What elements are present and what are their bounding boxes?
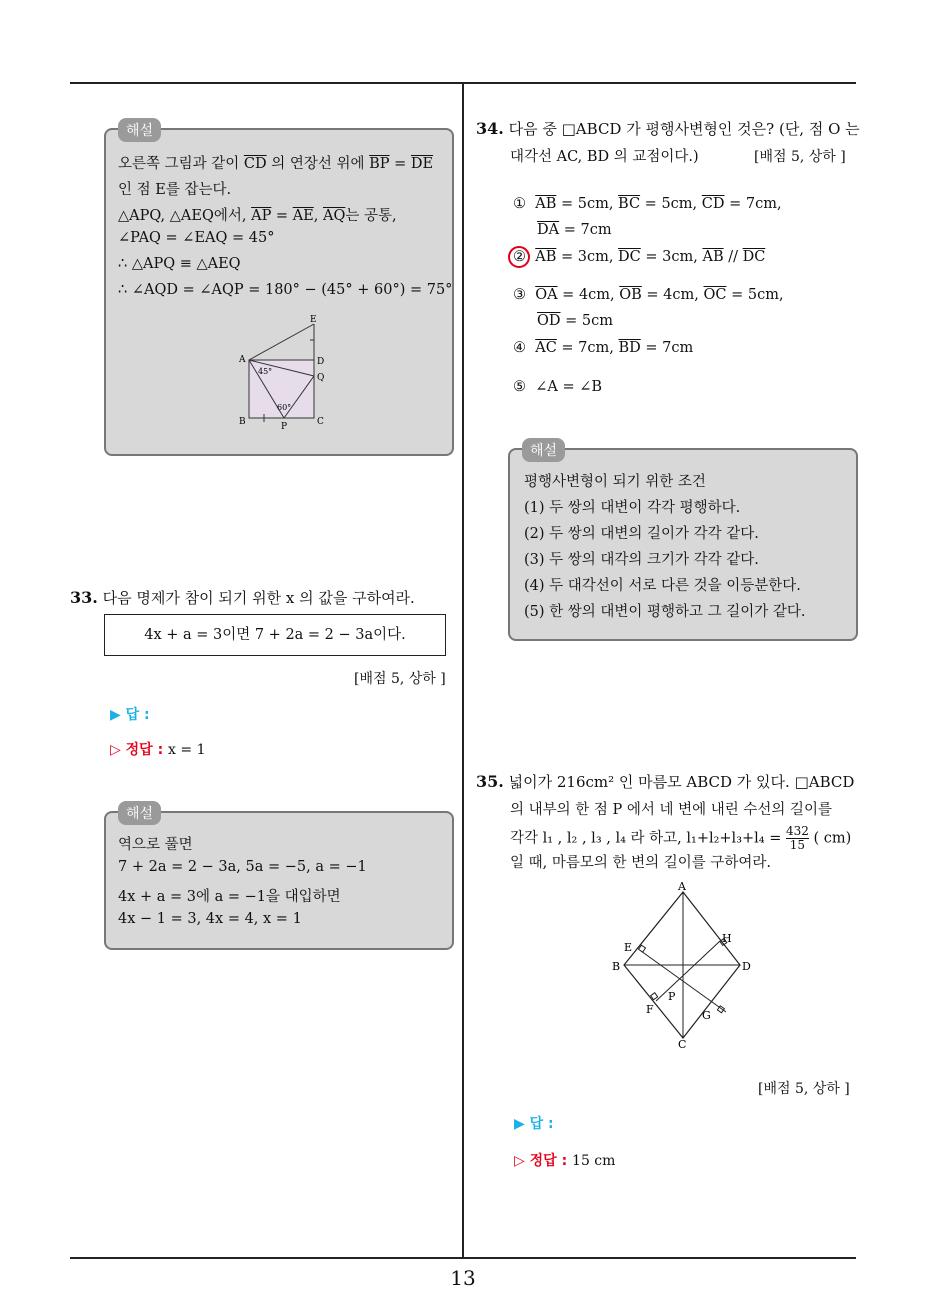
label-D: D (742, 960, 751, 973)
proposition-text: 4x + a = 3이면 7 + 2a = 2 − 3a이다. (144, 627, 406, 643)
explanation-line: (5) 한 쌍의 대변이 평행하고 그 길이가 같다. (524, 604, 806, 620)
explanation-tag: 해설 (118, 801, 161, 825)
question-text-4: 일 때, 마름모의 한 변의 길이를 구하여라. (510, 855, 771, 871)
label-E: E (624, 941, 633, 954)
question-number: 34. (476, 119, 504, 138)
question-text-3: 각각 l₁ , l₂ , l₃ , l₄ 라 하고, l₁+l₂+l₃+l₄ = $\frac{432}{15}$ ( cm) (510, 824, 852, 852)
explanation-line: (1) 두 쌍의 대변이 각각 평행하다. (524, 500, 741, 516)
rhombus-figure (608, 880, 758, 1050)
explanation-box-1 (104, 123, 454, 456)
explanation-line: ∴ △APQ ≡ △AEQ (118, 256, 241, 272)
option-1-cont: $\overline{DA} = 7cm$ (537, 222, 612, 238)
question-text: 다음 명제가 참이 되기 위한 x 의 값을 구하여라. (102, 589, 415, 607)
correct-value: 15 cm (572, 1153, 616, 1169)
question-text: 넓이가 216cm² 인 마름모 ABCD 가 있다. □ABCD (508, 773, 855, 791)
label-F: F (646, 1003, 654, 1016)
angle-45: 45° (258, 367, 273, 376)
question-text: 다음 중 □ABCD 가 평행사변형인 것은? (단, 점 O 는 (508, 120, 860, 138)
label-G: G (702, 1009, 711, 1022)
explanation-line: 4x − 1 = 3, 4x = 4, x = 1 (118, 911, 302, 927)
label-Q: Q (317, 373, 325, 383)
option-3-cont: $\overline{OD} = 5cm$ (537, 313, 613, 329)
label-A: A (239, 355, 246, 365)
label-P: P (281, 422, 288, 432)
question-number: 33. (70, 588, 98, 607)
option-3: ③ $\overline{OA} = 4cm$, $\overline{OB} = 4cm$, $\overline{OC} = 5cm$, (513, 287, 784, 303)
label-A: A (678, 880, 686, 893)
label-C: C (678, 1038, 687, 1050)
label-D: D (317, 357, 325, 367)
points-label: [배점 5, 상하 ] (754, 149, 846, 165)
explanation-line: (4) 두 대각선이 서로 다른 것을 이등분한다. (524, 578, 801, 594)
explanation-line: 4x + a = 3에 a = −1을 대입하면 (118, 889, 341, 905)
explanation-line: (3) 두 쌍의 대각의 크기가 각각 같다. (524, 552, 759, 568)
option-4: ④ $\overline{AC} = 7cm$, $\overline{BD} = 7cm$ (513, 340, 694, 356)
correct-answer (514, 1150, 615, 1170)
correct-label: ▷ 정답 : (514, 1153, 568, 1169)
explanation-box-3 (508, 443, 858, 641)
explanation-line: 오른쪽 그림과 같이 $\overline{CD}$ 의 연장선 위에 $\overline{BP} = \overline{DE}$ (118, 156, 434, 172)
explanation-tag: 해설 (522, 438, 565, 462)
label-C: C (317, 417, 324, 427)
question-35 (476, 771, 854, 792)
angle-60: 60° (277, 403, 292, 412)
explanation-line: (2) 두 쌍의 대변의 길이가 각각 같다. (524, 526, 759, 542)
question-33 (70, 587, 415, 608)
option-1: ① $\overline{AB} = 5cm$, $\overline{BC} = 5cm$, $\overline{CD} = 7cm$, (513, 196, 782, 212)
question-number: 35. (476, 772, 504, 791)
points-label: [배점 5, 상하 ] (758, 1081, 850, 1097)
question-text-2: 의 내부의 한 점 P 에서 네 변에 내린 수선의 길이를 (510, 802, 832, 818)
explanation-line: △APQ, △AEQ에서, $\overline{AP} = \overline{AE}$, $\overline{AQ}$는 공통, (118, 208, 397, 224)
page-number: 13 (450, 1266, 476, 1290)
explanation-tag: 해설 (118, 118, 161, 142)
question-34 (476, 118, 860, 139)
explanation-line: 평행사변형이 되기 위한 조건 (524, 474, 706, 490)
answer-label: ▶ 답 : (110, 707, 150, 723)
column-divider (462, 83, 464, 1258)
correct-answer (110, 739, 205, 759)
label-H: H (722, 932, 732, 945)
label-P: P (668, 990, 676, 1003)
fraction: $\frac{432}{15}$ (785, 824, 809, 852)
proposition-box (104, 614, 446, 656)
correct-label: ▷ 정답 : (110, 742, 164, 758)
label-B: B (612, 960, 621, 973)
explanation-line: 인 점 E를 잡는다. (118, 182, 232, 198)
correct-value: x = 1 (168, 742, 206, 758)
answer-label: ▶ 답 : (514, 1116, 554, 1132)
label-E: E (310, 315, 317, 325)
option-2: ② $\overline{AB} = 3cm$, $\overline{DC} = 3cm$, $\overline{AB} // \overline{DC}$ (513, 249, 766, 265)
label-B: B (239, 417, 246, 427)
explanation-line: ∠PAQ = ∠EAQ = 45° (118, 230, 275, 246)
explanation-line: 7 + 2a = 2 − 3a, 5a = −5, a = −1 (118, 859, 367, 875)
explanation-box-2 (104, 806, 454, 950)
explanation-line: ∴ ∠AQD = ∠AQP = 180° − (45° + 60°) = 75° (118, 282, 453, 298)
explanation-line: 역으로 풀면 (118, 837, 193, 853)
bottom-rule (70, 1257, 856, 1259)
points-label: [배점 5, 상하 ] (354, 671, 446, 687)
square-figure (234, 312, 334, 432)
question-text-2: 대각선 AC, BD 의 교점이다.) (510, 149, 699, 165)
option-5: ⑤ ∠A = ∠B (513, 379, 603, 395)
